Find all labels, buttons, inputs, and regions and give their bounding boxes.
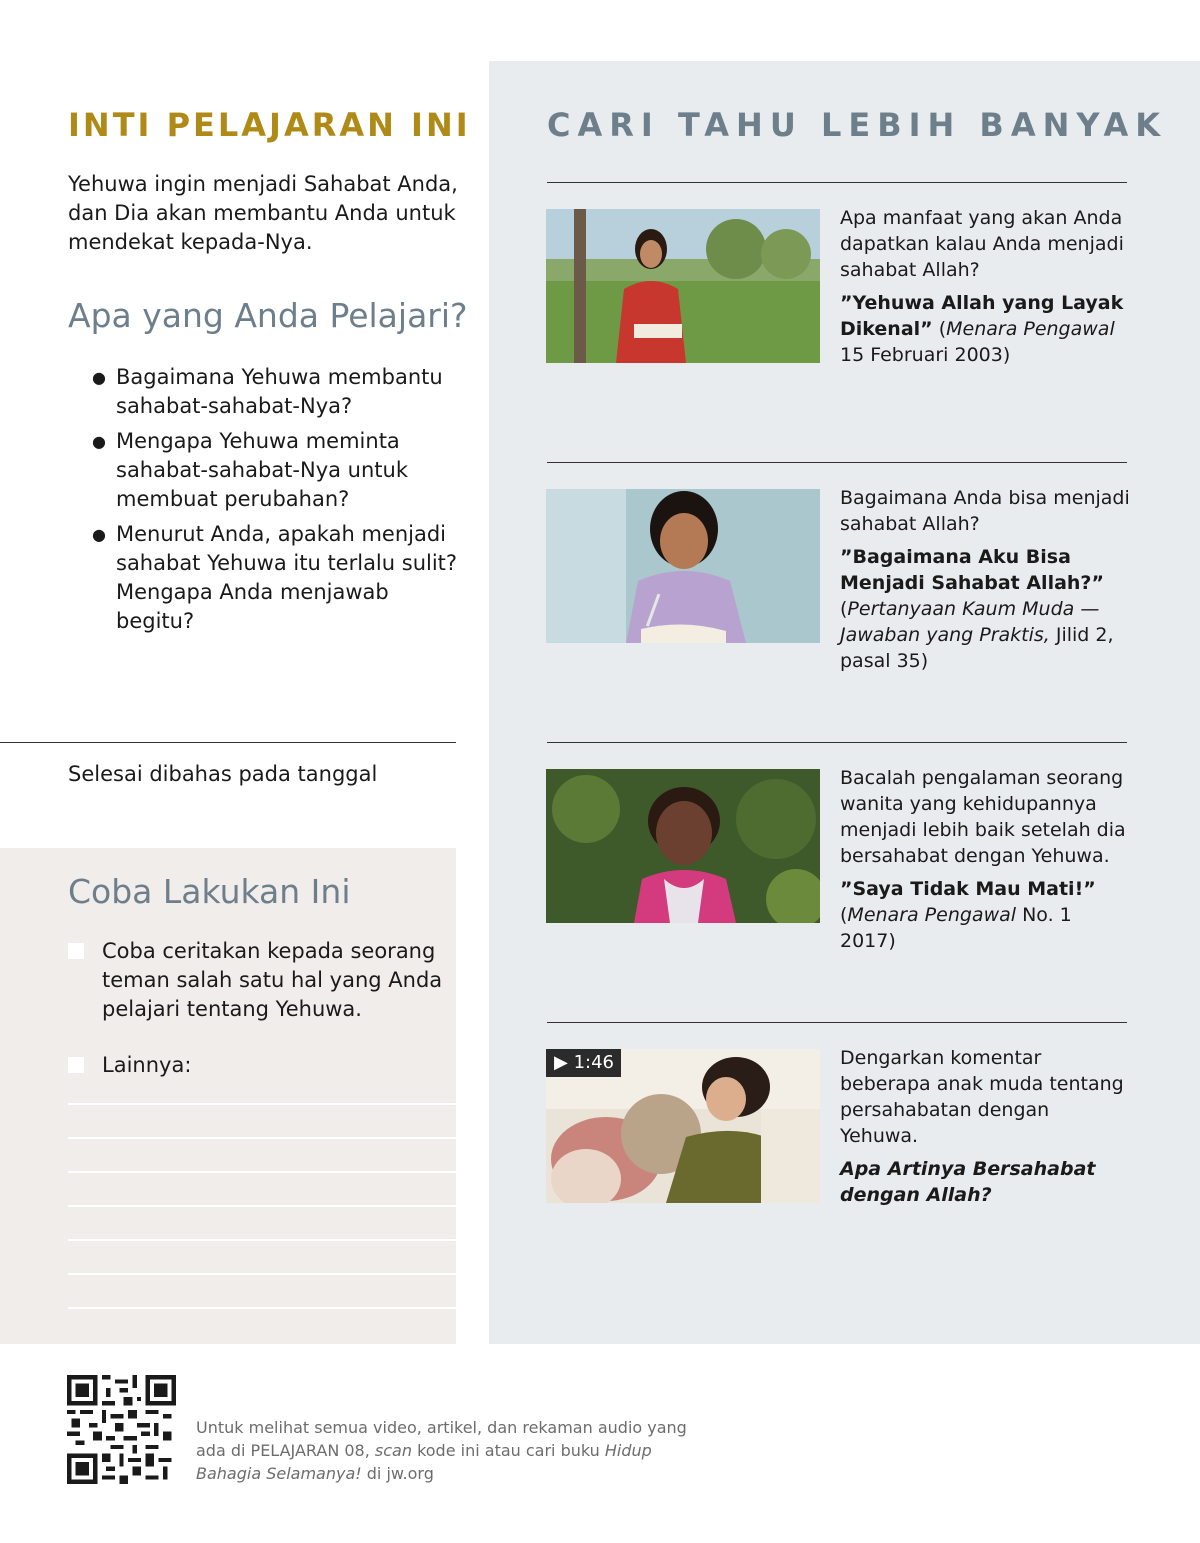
writing-line[interactable]: [68, 1137, 456, 1139]
resource-divider: [547, 182, 1127, 183]
resource-divider: [547, 462, 1127, 463]
writing-line[interactable]: [68, 1205, 456, 1207]
bullet-icon: ●: [92, 368, 106, 387]
writing-line[interactable]: [68, 1273, 456, 1275]
resource-divider: [547, 742, 1127, 743]
bullet-icon: ●: [92, 432, 106, 451]
question-item: ● Mengapa Yehuwa meminta sahabat-sahabat-Nya untuk membuat perubahan?: [92, 429, 409, 511]
try-checklist-item-other[interactable]: Lainnya:: [68, 1051, 448, 1080]
resource-thumbnail-smiling-woman[interactable]: [546, 769, 820, 923]
divider: [0, 742, 456, 743]
try-panel-background: [0, 848, 456, 1344]
resource-title-link[interactable]: ”Yehuwa Allah yang Layak Dikenal”: [840, 292, 1124, 340]
writing-line[interactable]: [68, 1171, 456, 1173]
writing-line[interactable]: [68, 1307, 456, 1309]
resource-title-link[interactable]: ”Saya Tidak Mau Mati!”: [840, 878, 1096, 900]
question-item: ● Bagaimana Yehuwa membantu sahabat-sahabat-Nya?: [92, 365, 443, 418]
learn-heading: Apa yang Anda Pelajari?: [68, 296, 468, 335]
resource-text: Bacalah pengalaman seorang wanita yang kehidupannya menjadi lebih baik setelah dia bersahabat dengan Yehuwa. ”Saya Tidak Mau Mati!” (Menara Pengawal No. 1 2017): [840, 767, 1126, 952]
question-list: [92, 363, 462, 642]
completed-date-label: Selesai dibahas pada tanggal: [68, 762, 378, 786]
resource-thumbnail-woman-outdoors[interactable]: [546, 209, 820, 363]
resource-text: Apa manfaat yang akan Anda dapatkan kalau Anda menjadi sahabat Allah? ”Yehuwa Allah yang Layak Dikenal” (Menara Pengawal 15 Februari 2003): [840, 207, 1124, 366]
try-heading: Coba Lakukan Ini: [68, 872, 351, 911]
more-heading: CARI TAHU LEBIH BANYAK: [547, 106, 1168, 144]
writing-line[interactable]: [68, 1239, 456, 1241]
checkbox-icon[interactable]: [68, 1057, 84, 1073]
video-duration-badge: ▶ 1:46: [546, 1049, 621, 1077]
resource-title-link[interactable]: ”Bagaimana Aku Bisa Menjadi Sahabat Allah?”: [840, 546, 1104, 594]
resource-thumbnail-girl-studying[interactable]: [546, 489, 820, 643]
summary-heading: INTI PELAJARAN INI: [68, 106, 471, 144]
footer-text: Untuk melihat semua video, artikel, dan rekaman audio yang ada di PELAJARAN 08, scan kode ini atau cari buku Hidup Bahagia Selamanya! di jw.org: [196, 1418, 687, 1483]
writing-line[interactable]: [68, 1103, 456, 1105]
video-title-link[interactable]: Apa Artinya Bersahabat dengan Allah?: [840, 1158, 1096, 1206]
checkbox-icon[interactable]: [68, 943, 84, 959]
qr-code-icon[interactable]: [67, 1375, 176, 1484]
resource-text: Dengarkan komentar beberapa anak muda tentang persahabatan dengan Yehuwa. Apa Artinya Bersahabat dengan Allah?: [840, 1047, 1124, 1206]
try-checklist-item[interactable]: Coba ceritakan kepada seorang teman salah satu hal yang Anda pelajari tentang Yehuwa.: [68, 937, 448, 1024]
question-item: ● Menurut Anda, apakah menjadi sahabat Yehuwa itu terlalu sulit? Mengapa Anda menjawab begitu?: [92, 522, 458, 633]
summary-text: Yehuwa ingin menjadi Sahabat Anda, dan Dia akan membantu Anda untuk mendekat kepada-Nya.: [68, 172, 458, 254]
resource-text: Bagaimana Anda bisa menjadi sahabat Allah? ”Bagaimana Aku Bisa Menjadi Sahabat Allah?” (Pertanyaan Kaum Muda —Jawaban yang Praktis, Jilid 2, pasal 35): [840, 487, 1130, 672]
resource-divider: [547, 1022, 1127, 1023]
bullet-icon: ●: [92, 525, 106, 544]
